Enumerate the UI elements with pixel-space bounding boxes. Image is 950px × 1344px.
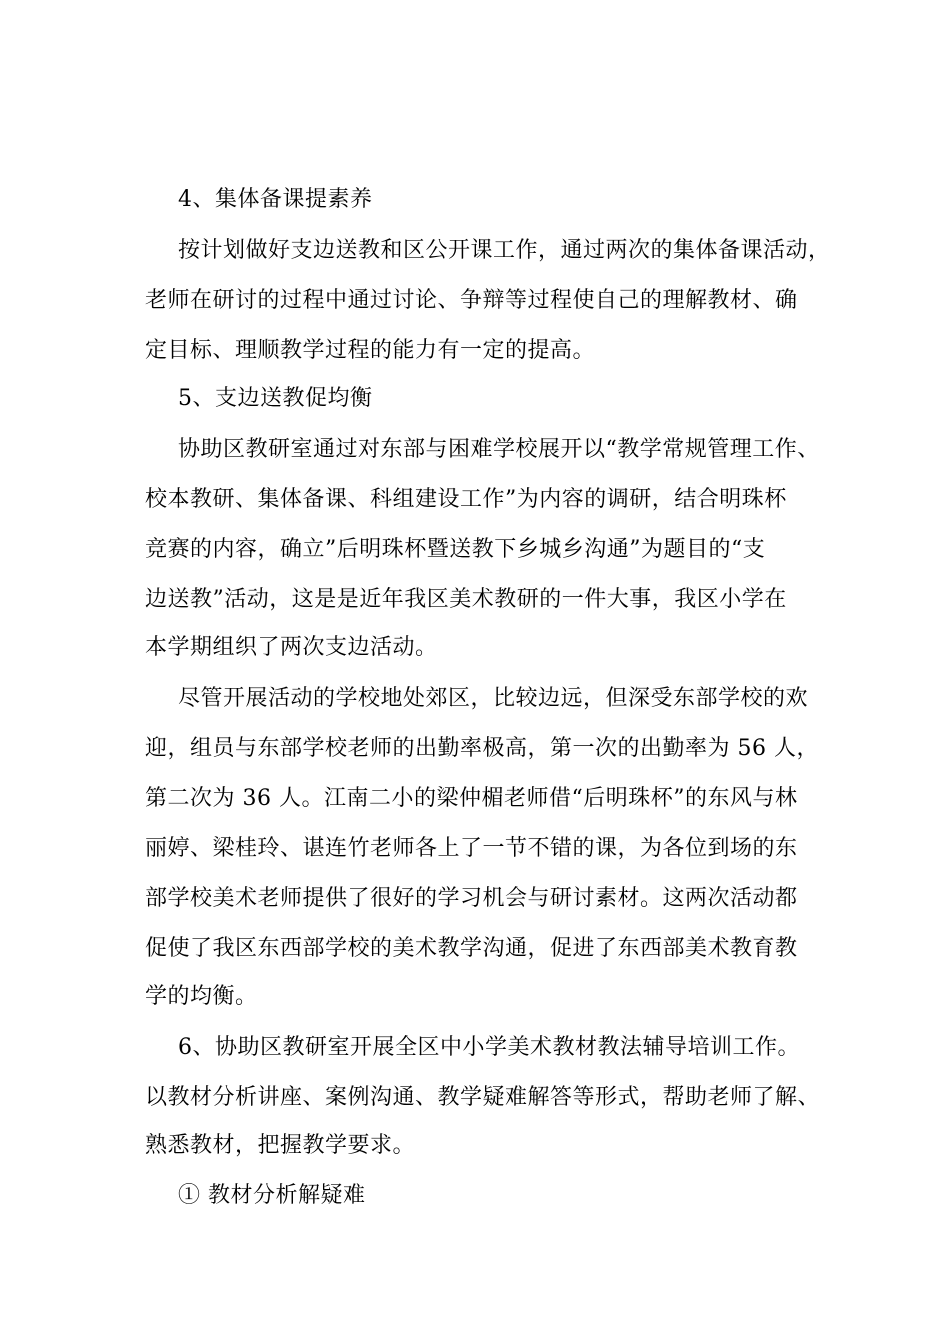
paragraph-line: 定目标、理顺教学过程的能力有一定的提高。 <box>145 338 596 363</box>
paragraph-line: 本学期组织了两次支边活动。 <box>145 635 438 660</box>
paragraph-line: 以教材分析讲座、案例沟通、教学疑难解答等形式，帮助老师了解、 <box>145 1085 821 1110</box>
paragraph-line: 第二次为 36 人。江南二小的梁仲楣老师借“后明珠杯”的东风与林 <box>145 786 798 811</box>
paragraph-line: 竞赛的内容，确立”后明珠杯暨送教下乡城乡沟通”为题目的“支 <box>145 537 766 562</box>
paragraph-line: 促使了我区东西部学校的美术教学沟通，促进了东西部美术教育教 <box>145 936 798 961</box>
paragraph-line: 校本教研、集体备课、科组建设工作”为内容的调研，结合明珠杯 <box>145 487 787 512</box>
heading-4: 4、集体备课提素养 <box>178 187 373 212</box>
paragraph-line: 按计划做好支边送教和区公开课工作，通过两次的集体备课活动， <box>178 238 831 263</box>
paragraph-line: 尽管开展活动的学校地处郊区，比较边远，但深受东部学校的欢 <box>178 686 809 711</box>
paragraph-line: 老师在研讨的过程中通过讨论、争辩等过程使自己的理解教材、确 <box>145 288 798 313</box>
paragraph-line: 边送教”活动，这是是近年我区美术教研的一件大事，我区小学在 <box>145 587 787 612</box>
paragraph-line: 熟悉教材，把握教学要求。 <box>145 1133 416 1158</box>
paragraph-line: 丽婷、梁桂玲、谌连竹老师各上了一节不错的课，为各位到场的东 <box>145 836 798 861</box>
paragraph-line: 学的均衡。 <box>145 984 258 1009</box>
paragraph-line: 部学校美术老师提供了很好的学习机会与研讨素材。这两次活动都 <box>145 886 798 911</box>
paragraph-line: 协助区教研室通过对东部与困难学校展开以“教学常规管理工作、 <box>178 437 820 462</box>
heading-6: 6、协助区教研室开展全区中小学美术教材教法辅导培训工作。 <box>178 1035 800 1060</box>
subheading-1: ① 教材分析解疑难 <box>178 1183 366 1208</box>
heading-5: 5、支边送教促均衡 <box>178 386 373 411</box>
paragraph-line: 迎，组员与东部学校老师的出勤率极高，第一次的出勤率为 56 人， <box>145 736 819 761</box>
